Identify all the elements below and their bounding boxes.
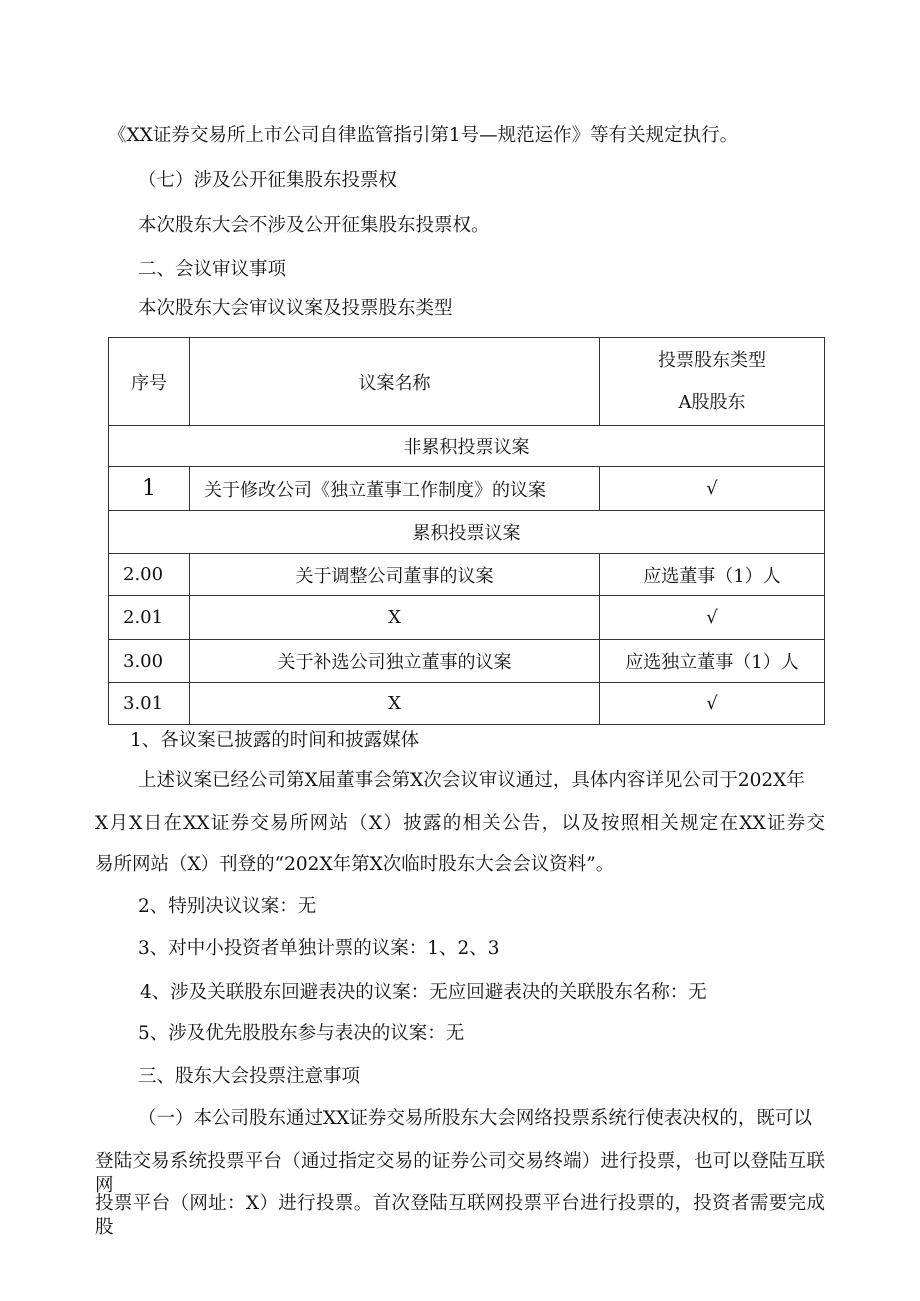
row-seq: 3.00 [109, 640, 190, 683]
row-seq: 3.01 [109, 683, 190, 725]
table-caption: 本次股东大会审议议案及投票股东类型 [138, 298, 453, 319]
paragraph-line: 投票平台（网址：X）进行投票。首次登陆互联网投票平台进行投票的，投资者需要完成股 [95, 1193, 825, 1238]
table-row [109, 640, 825, 683]
row-seq: 2.00 [109, 554, 190, 596]
proposal-table [108, 337, 825, 725]
table-section-row [109, 426, 825, 467]
row-seq: 2.01 [109, 596, 190, 640]
header-seq: 序号 [109, 338, 190, 426]
section-heading-2: 二、会议审议事项 [138, 259, 287, 280]
row-name: 关于修改公司《独立董事工作制度》的议案 [190, 467, 600, 511]
row-vote: 应选董事（1）人 [600, 554, 825, 596]
row-vote: 应选独立董事（1）人 [600, 640, 825, 683]
table-row [109, 683, 825, 725]
row-name: 关于调整公司董事的议案 [190, 554, 600, 596]
paragraph-line: （一）本公司股东通过XX证券交易所股东大会网络投票系统行使表决权的，既可以 [138, 1108, 812, 1129]
paragraph-line: 易所网站（X）刊登的“202X年第X次临时股东大会会议资料”。 [95, 854, 615, 875]
header-vote-type [600, 338, 825, 426]
paragraph-line: 登陆交易系统投票平台（通过指定交易的证券公司交易终端）进行投票，也可以登陆互联网 [95, 1151, 825, 1196]
list-item-5: 5、涉及优先股股东参与表决的议案：无 [138, 1023, 465, 1044]
paragraph-line: 《XX证券交易所上市公司自律监管指引第1号—规范运作》等有关规定执行。 [108, 125, 739, 146]
table-row [109, 467, 825, 511]
row-vote: √ [600, 467, 825, 511]
section-non-cumulative: 非累积投票议案 [109, 426, 825, 467]
row-seq: 1 [109, 467, 190, 511]
paragraph-line: 上述议案已经公司第X届董事会第X次会议审议通过，具体内容详见公司于202X年 [138, 770, 805, 791]
table-section-row [109, 511, 825, 554]
row-name: 关于补选公司独立董事的议案 [190, 640, 600, 683]
table-header-row [109, 338, 825, 426]
section-heading-3: 三、股东大会投票注意事项 [138, 1066, 361, 1087]
header-vote-type-sub: A股股东 [678, 391, 746, 413]
row-vote: √ [600, 683, 825, 725]
row-name: X [190, 683, 600, 725]
header-vote-type-label: 投票股东类型 [658, 349, 766, 371]
header-name: 议案名称 [190, 338, 600, 426]
list-item-3: 3、对中小投资者单独计票的议案：1、2、3 [138, 938, 500, 959]
table-row [109, 554, 825, 596]
row-vote: √ [600, 596, 825, 640]
row-name: X [190, 596, 600, 640]
list-item-1: 1、各议案已披露的时间和披露媒体 [130, 730, 420, 751]
section-heading-7: （七）涉及公开征集股东投票权 [138, 170, 398, 191]
section-cumulative: 累积投票议案 [109, 511, 825, 554]
table-row [109, 596, 825, 640]
paragraph-line: 本次股东大会不涉及公开征集股东投票权。 [138, 215, 490, 236]
list-item-2: 2、特别决议议案：无 [138, 896, 317, 917]
list-item-4: 4、涉及关联股东回避表决的议案：无应回避表决的关联股东名称：无 [140, 982, 707, 1003]
paragraph-line: X月X日在XX证券交易所网站（X）披露的相关公告，以及按照相关规定在XX证券交 [95, 813, 825, 834]
